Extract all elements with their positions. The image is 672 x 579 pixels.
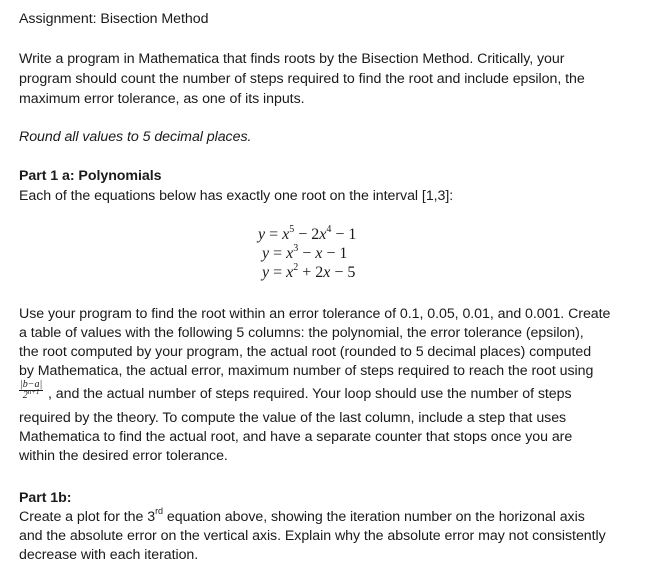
eq1-p1: 5	[289, 223, 295, 235]
eq3-m1: + 2	[298, 264, 324, 281]
eq1-m1: − 2	[294, 226, 320, 243]
part1b-line1-sup: rd	[155, 506, 163, 517]
eq3-x1: x	[286, 264, 294, 281]
equation-1	[258, 223, 357, 244]
intro-line-2: program should count the number of steps required to find the root and include epsilon, the	[19, 71, 585, 87]
part1a-lead: Each of the equations below has exactly one root on the interval [1,3]:	[19, 188, 454, 204]
document-title: Assignment: Bisection Method	[19, 11, 209, 27]
eq1-m2: − 1	[331, 226, 357, 243]
fraction-numerator: |b−a|	[20, 379, 43, 390]
fraction-den-exp: n+1	[27, 387, 40, 396]
fraction-den-base: 2	[22, 390, 28, 401]
steps-fraction	[19, 380, 43, 401]
body-line-1: Use your program to find the root within an error tolerance of 0.1, 0.05, 0.01, and 0.001. Create	[19, 306, 611, 322]
part1b-line-2: and the absolute error on the vertical axis. Explain why the absolute error may not consistently	[19, 528, 606, 544]
part1b-line-3: decrease with each iteration.	[19, 547, 199, 563]
body-line-6: required by the theory. To compute the value of the last column, include a step that uses	[19, 410, 567, 426]
body-line-8: within the desired error tolerance.	[19, 448, 228, 464]
eq2-x1: x	[286, 245, 294, 262]
body-line-2: a table of values with the following 5 columns: the polynomial, the error tolerance (epsilon),	[19, 325, 584, 341]
eq3-lhs: y	[262, 264, 270, 281]
rounding-note: Round all values to 5 decimal places.	[19, 129, 252, 145]
eq2-equals: =	[269, 245, 287, 262]
body-line-4: by Mathematica, the actual error, maximum number of steps required to reach the root using	[19, 363, 594, 379]
equation-2	[262, 242, 348, 263]
part1a-heading: Part 1 a: Polynomials	[19, 168, 162, 184]
intro-line-1: Write a program in Mathematica that finds roots by the Bisection Method. Critically, your	[19, 51, 565, 67]
eq2-m1: −	[298, 245, 316, 262]
eq1-x1: x	[282, 226, 290, 243]
eq2-x2: x	[315, 245, 323, 262]
intro-line-3: maximum error tolerance, as one of its inputs.	[19, 91, 305, 107]
eq2-m2: − 1	[322, 245, 348, 262]
body-line-3: the root computed by your program, the actual root (rounded to 5 decimal places) computed	[19, 344, 592, 360]
eq3-x2: x	[323, 264, 331, 281]
eq2-p1: 3	[293, 242, 299, 254]
part1b-line1-post: equation above, showing the iteration number on the horizonal axis	[162, 509, 585, 525]
eq1-x2: x	[319, 226, 327, 243]
after-fraction-text: and the actual number of steps required. Your loop should use the number of steps	[51, 386, 572, 402]
fraction-comma: ,	[48, 386, 52, 402]
eq1-lhs: y	[258, 226, 266, 243]
eq1-p2: 4	[326, 223, 332, 235]
eq3-p1: 2	[293, 261, 299, 273]
part1b-line-1	[19, 508, 585, 526]
equation-3	[262, 261, 356, 282]
eq3-m2: − 5	[330, 264, 356, 281]
part1b-line1-pre: Create a plot for the 3	[19, 509, 156, 525]
fraction-denominator	[19, 387, 43, 401]
eq1-equals: =	[265, 226, 283, 243]
eq3-equals: =	[269, 264, 287, 281]
part1b-heading: Part 1b:	[19, 490, 72, 506]
eq2-lhs: y	[262, 245, 270, 262]
body-line-5	[48, 385, 572, 403]
body-line-7: Mathematica to find the actual root, and have a separate counter that stops once you are	[19, 429, 573, 445]
